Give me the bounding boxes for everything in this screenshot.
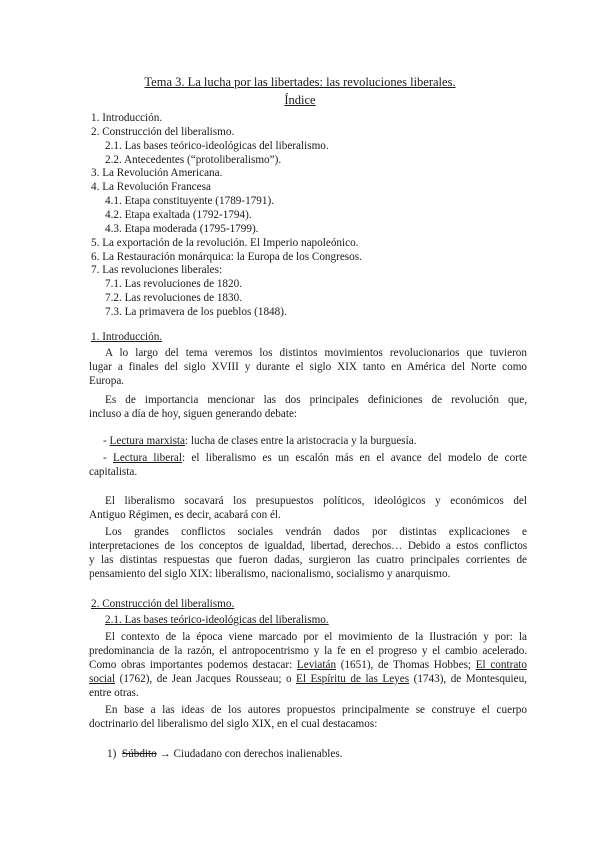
index-item: 6. La Restauración monárquica: la Europa de los Congresos. — [91, 251, 362, 263]
section-heading-liberalism: 2. Construcción del liberalismo. — [91, 598, 235, 610]
text-run: (1651), de Thomas Hobbes; — [336, 659, 476, 671]
paragraph-line: Los grandes conflictos sociales vendrán dados por distintas explicaciones e — [105, 526, 527, 538]
paragraph-line: Europa. — [89, 375, 125, 387]
paragraph-line: lugar a finales del siglo XVIII y durante el siglo XIX tanto en América del Norte como — [89, 361, 527, 373]
index-subitem: 7.3. La primavera de los pueblos (1848). — [105, 306, 287, 318]
paragraph-line: En base a las ideas de los autores propuestos principalmente se construye el cuerpo — [105, 704, 527, 716]
item-text: Ciudadano con derechos inalienables. — [173, 748, 343, 760]
paragraph-line: capitalista. — [89, 466, 138, 478]
document-title: Tema 3. La lucha por las libertades: las revoluciones liberales. — [144, 75, 456, 89]
list-dash: - — [103, 435, 110, 447]
paragraph-line: Antiguo Régimen, es decir, acabará con él. — [89, 509, 281, 521]
book-title-spirit-of-laws: El Espíritu de las Leyes — [296, 673, 410, 685]
text-run: (1743), de Montesquieu, — [409, 673, 527, 685]
struck-word: Súbdito — [121, 748, 157, 760]
paragraph-line: interpretaciones de los conceptos de igualdad, libertad, derechos… Debido a estos conflictos — [89, 540, 527, 552]
term-marxist-reading: Lectura marxista — [109, 435, 186, 447]
subsection-heading: 2.1. Las bases teórico-ideológicas del liberalismo. — [105, 614, 329, 626]
index-subitem: 4.2. Etapa exaltada (1792-1794). — [105, 209, 252, 221]
paragraph-line: A lo largo del tema veremos los distintos movimientos revolucionarios que tuvieron — [105, 347, 527, 359]
index-subitem: 2.1. Las bases teórico-ideológicas del liberalismo. — [105, 140, 329, 152]
text-run: (1762), de Jean Jacques Rousseau; o — [115, 673, 297, 685]
section-heading-intro: 1. Introducción. — [91, 331, 163, 343]
item-number: 1) — [107, 748, 117, 760]
paragraph-line: incluso a día de hoy, siguen generando debate: — [89, 408, 298, 420]
index-subitem: 2.2. Antecedentes (“protoliberalismo”). — [105, 154, 282, 166]
book-title-social-contract-cont: social — [89, 673, 116, 685]
index-item: 3. La Revolución Americana. — [91, 167, 223, 179]
numbered-item — [107, 747, 343, 761]
paragraph-line: El liberalismo socavará los presupuestos políticos, ideológicos y económicos del — [105, 495, 527, 507]
paragraph-line: doctrinario del liberalismo del siglo XIX, en el cual destacamos: — [89, 718, 378, 730]
index-item: 5. La exportación de la revolución. El Imperio napoleónico. — [91, 237, 359, 249]
paragraph-line: Es de importancia mencionar las dos principales definiciones de revolución que, — [105, 394, 527, 406]
text-run: Como obras importantes podemos destacar: — [89, 659, 297, 671]
index-subitem: 7.2. Las revoluciones de 1830. — [105, 292, 243, 304]
book-title-leviathan: Leviatán — [296, 659, 337, 671]
index-item: 2. Construcción del liberalismo. — [91, 126, 235, 138]
index-subitem: 4.3. Etapa moderada (1795-1799). — [105, 223, 259, 235]
list-dash: - — [103, 452, 113, 464]
paragraph-line — [89, 672, 527, 686]
index-subitem: 4.1. Etapa constituyente (1789-1791). — [105, 195, 275, 207]
definition-text: : lucha de clases entre la aristocracia y la burguesía. — [185, 435, 417, 447]
paragraph-line: y las distintas respuestas que fueron dadas, surgieron las cuatro principales corrientes de — [89, 554, 527, 566]
definition-marxist — [103, 434, 417, 448]
paragraph-line: entre otras. — [89, 687, 139, 699]
paragraph-line — [89, 658, 527, 672]
index-item: 1. Introducción. — [91, 112, 163, 124]
index-subitem: 7.1. Las revoluciones de 1820. — [105, 278, 243, 290]
definition-text: : el liberalismo es un escalón más en el avance del modelo de corte — [182, 452, 527, 464]
paragraph-line: predominancia de la razón, el antropocentrismo y la fe en el progreso y el cambio acelerado. — [89, 645, 527, 657]
book-title-social-contract: El contrato — [475, 659, 527, 671]
paragraph-line: El contexto de la época viene marcado por el movimiento de la Ilustración y por: la — [105, 631, 527, 643]
index-item: 7. Las revoluciones liberales: — [91, 264, 223, 276]
definition-liberal — [103, 451, 527, 465]
paragraph-line: pensamiento del siglo XIX: liberalismo, nacionalismo, socialismo y anarquismo. — [89, 568, 451, 580]
arrow-right-icon: → — [159, 748, 171, 760]
index-heading: Índice — [284, 93, 316, 107]
index-item: 4. La Revolución Francesa — [91, 181, 211, 193]
term-liberal-reading: Lectura liberal — [113, 452, 183, 464]
